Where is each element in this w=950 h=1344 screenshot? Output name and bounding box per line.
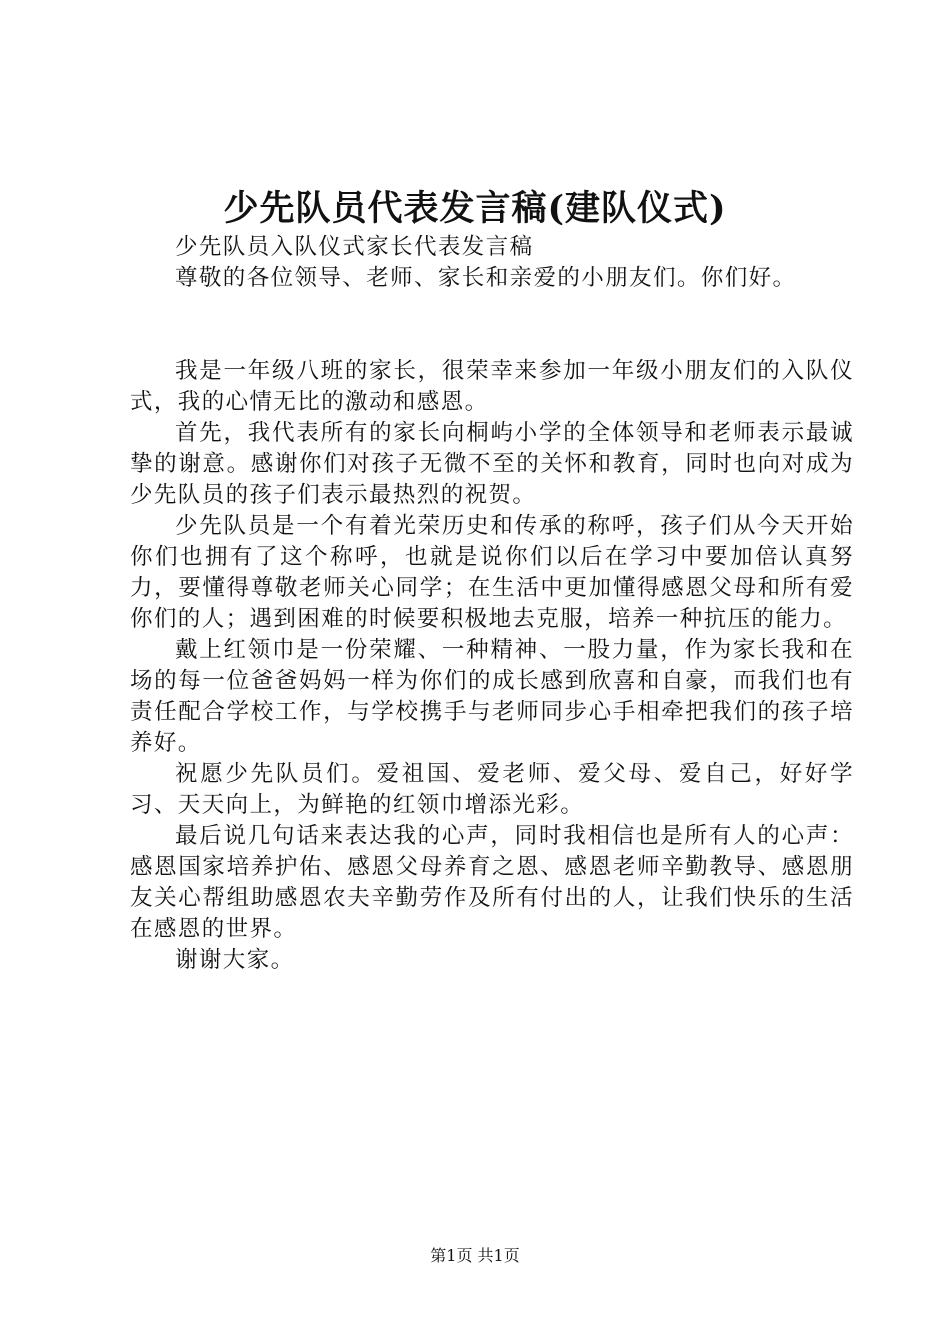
page-number-footer: 第1页 共1页	[430, 1246, 520, 1265]
closing-paragraph: 最后说几句话来表达我的心声，同时我相信也是所有人的心声：感恩国家培养护佑、感恩父母养育之恩、感恩老师辛勤教导、感恩朋友关心帮组助感恩农夫辛勤劳作及所有付出的人，让我们快乐的生活在感恩的世界。	[130, 823, 854, 942]
greeting-paragraph: 尊敬的各位领导、老师、家长和亲爱的小朋友们。你们好。	[175, 265, 797, 291]
wishes-paragraph: 祝愿少先队员们。爱祖国、爱老师、爱父母、爱自己，好好学习、天天向上，为鲜艳的红领巾增添光彩。	[130, 761, 854, 818]
pioneer-paragraph: 少先队员是一个有着光荣历史和传承的称呼，孩子们从今天开始你们也拥有了这个称呼，也就是说你们以后在学习中要加倍认真努力，要懂得尊敬老师关心同学；在生活中更加懂得感恩父母和所有爱你们的人；遇到困难的时候要积极地去克服，培养一种抗压的能力。	[130, 513, 854, 632]
final-thanks-paragraph: 谢谢大家。	[175, 947, 295, 973]
thanks-paragraph: 首先，我代表所有的家长向桐屿小学的全体领导和老师表示最诚挚的谢意。感谢你们对孩子无微不至的关怀和教育，同时也向对成为少先队员的孩子们表示最热烈的祝贺。	[130, 420, 854, 508]
blank-line	[130, 294, 854, 356]
document-title: 少先队员代表发言稿(建队仪式)	[223, 188, 727, 229]
document-body	[130, 232, 854, 976]
intro-paragraph: 我是一年级八班的家长，很荣幸来参加一年级小朋友们的入队仪式，我的心情无比的激动和感恩。	[130, 358, 854, 415]
red-scarf-paragraph: 戴上红领巾是一份荣耀、一种精神、一股力量，作为家长我和在场的每一位爸爸妈妈一样为你们的成长感到欣喜和自豪，而我们也有责任配合学校工作，与学校携手与老师同步心手相牵把我们的孩子培养好。	[130, 637, 854, 756]
subtitle-paragraph: 少先队员入队仪式家长代表发言稿	[175, 234, 534, 260]
